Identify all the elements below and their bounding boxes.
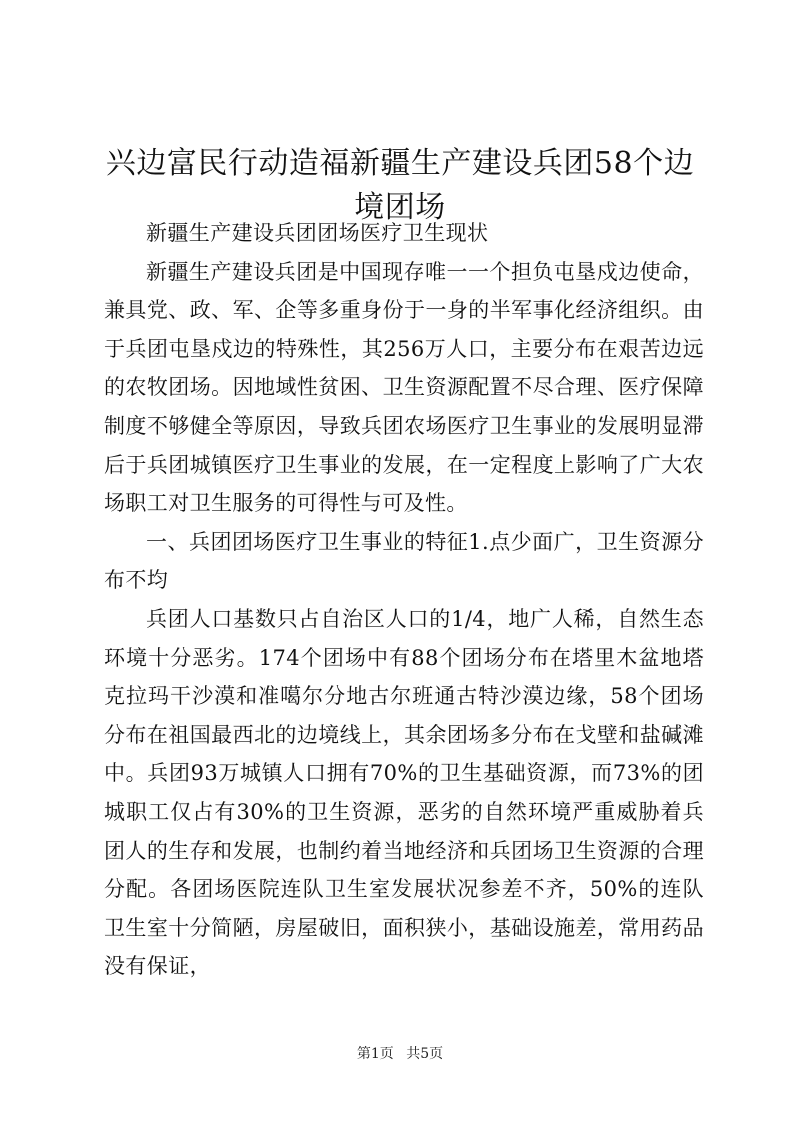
section-heading: 新疆生产建设兵团团场医疗卫生现状 <box>146 221 489 245</box>
paragraph: 兵团人口基数只占自治区人口的1/4，地广人稀，自然生态环境十分恶劣。174个团场中有88个团场分布在塔里木盆地塔克拉玛干沙漠和准噶尔分地古尔班通古特沙漠边缘，58个团场分布在祖国最西北的边境线上，其余团场多分布在戈壁和盐碱滩中。兵团93万城镇人口拥有70%的卫生基础资源，而73%的团城职工仅占有30%的卫生资源，恶劣的自然环境严重威胁着兵团人的生存和发展，也制约着当地经济和兵团场卫生资源的合理分配。各团场医院连队卫生室发展状况参差不齐，50%的连队卫生室十分简陋，房屋破旧，面积狭小，基础设施差，常用药品没有保证， <box>104 606 704 979</box>
page-number: 第1页 <box>356 1046 394 1062</box>
section-heading: 一、兵团团场医疗卫生事业的特征1.点少面广，卫生资源分布不均 <box>104 529 704 593</box>
document-body <box>104 214 704 986</box>
page-footer <box>0 1044 800 1064</box>
title-line-1: 兴边富民行动造福新疆生产建设兵团58个边 <box>105 146 695 181</box>
paragraph: 新疆生产建设兵团是中国现存唯一一个担负屯垦戍边使命，兼具党、政、军、企等多重身份于一身的半军事化经济组织。由于兵团屯垦戍边的特殊性，其256万人口，主要分布在艰苦边远的农牧团场。因地域性贫困、卫生资源配置不尽合理、医疗保障制度不够健全等原因，导致兵团农场医疗卫生事业的发展明显滞后于兵团城镇医疗卫生事业的发展，在一定程度上影响了广大农场职工对卫生服务的可得性与可及性。 <box>104 259 704 516</box>
title-line-2: 境团场 <box>354 190 446 225</box>
page-total: 共5页 <box>406 1046 444 1062</box>
